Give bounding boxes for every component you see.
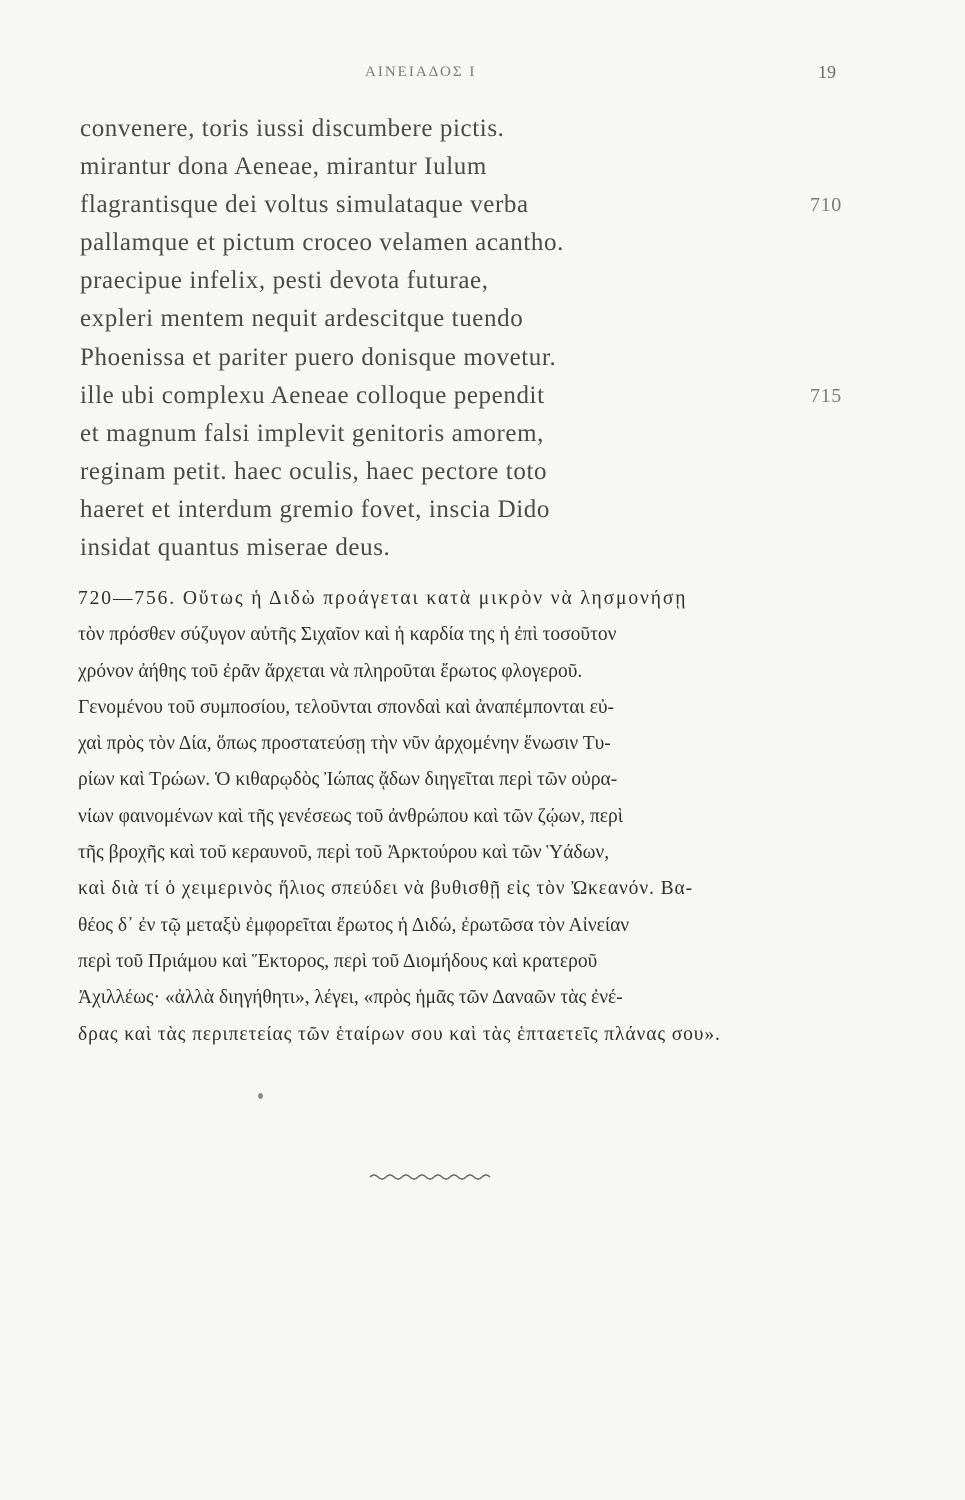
running-header (0, 64, 965, 88)
commentary-line: χαὶ πρὸς τὸν Δία, ὅπως προστατεύσῃ τὴν νῦν ἀρχομένην ἕνωσιν Τυ- (78, 733, 611, 755)
commentary-line: περὶ τοῦ Πριάμου καὶ Ἕκτορος, περὶ τοῦ Διομήδους καὶ κρατεροῦ (78, 950, 598, 972)
commentary-line: Ἀχιλλέως· «ἀλλὰ διηγήθητι», λέγει, «πρὸς ἡμᾶς τῶν Δαναῶν τὰς ἐνέ- (78, 987, 623, 1009)
commentary-line: καὶ διὰ τί ὁ χειμερινὸς ἥλιος σπεύδει νὰ βυθισθῇ εἰς τὸν Ὠκεανόν. Βα- (78, 878, 694, 900)
verse-text: mirantur dona Aeneae, mirantur Iulum (80, 153, 487, 181)
verse-text: ille ubi complexu Aeneae colloque pependit (80, 381, 545, 409)
page-number: 19 (818, 62, 836, 82)
verse-line (80, 453, 880, 491)
verse-text: convenere, toris iussi discumbere pictis. (80, 115, 505, 142)
verse-line (80, 339, 880, 377)
verse-text: flagrantisque dei voltus simulataque verba (80, 191, 529, 219)
commentary-line: θέος δ᾽ ἐν τῷ μεταξὺ ἐμφορεῖται ἔρωτος ἡ Διδώ, ἐρωτῶσα τὸν Αἰνείαν (78, 914, 630, 936)
verse-line (80, 148, 880, 186)
verse-line (80, 529, 880, 567)
commentary-line: χρόνον ἀήθης τοῦ ἐρᾶν ἄρχεται νὰ πληροῦται ἔρωτος φλογεροῦ. (78, 660, 583, 682)
verse-text: et magnum falsi implevit genitoris amorem, (80, 419, 544, 447)
verse-text: insidat quantus miserae deus. (80, 534, 391, 562)
line-number: 715 (810, 384, 842, 407)
verse-line (80, 186, 880, 224)
commentary-line: δρας καὶ τὰς περιπετείας τῶν ἑταίρων σου καὶ τὰς ἑπταετεῖς πλάνας σου». (78, 1023, 721, 1045)
verse-text: pallamque et pictum croceo velamen acantho. (80, 229, 564, 257)
verse-text: reginam petit. haec oculis, haec pectore toto (80, 457, 548, 485)
latin-verse-block (80, 110, 880, 567)
ink-speck (258, 1093, 263, 1099)
commentary-line: 720—756. Οὕτως ἡ Διδὼ προάγεται κατὰ μικρὸν νὰ λησμονήσῃ (78, 588, 688, 609)
verse-line (80, 224, 880, 262)
verse-line (80, 300, 880, 338)
commentary-line: νίων φαινομένων καὶ τῆς γενέσεως τοῦ ἀνθρώπου καὶ τῶν ζῴων, περὶ (78, 805, 623, 827)
verse-line (80, 110, 880, 148)
commentary-line: ρίων καὶ Τρώων. Ὁ κιθαρῳδὸς Ἰώπας ᾄδων διηγεῖται περὶ τῶν οὐρα- (78, 769, 618, 791)
verse-text: haeret et interdum gremio fovet, inscia Dido (80, 495, 551, 523)
verse-line (80, 491, 880, 529)
verse-line (80, 262, 880, 300)
verse-line (80, 377, 880, 415)
wavy-ornament-divider (368, 1170, 493, 1184)
line-number: 710 (810, 194, 842, 217)
verse-line (80, 415, 880, 453)
commentary-line: τῆς βροχῆς καὶ τοῦ κεραυνοῦ, περὶ τοῦ Ἀρκτούρου καὶ τῶν Ὑάδων, (78, 842, 610, 864)
verse-text: praecipue infelix, pesti devota futurae, (80, 267, 489, 295)
commentary-line: τὸν πρόσθεν σύζυγον αὐτῆς Σιχαῖον καὶ ἡ καρδία της ἡ ἐπὶ τοσοῦτον (78, 624, 617, 646)
verse-text: Phoenissa et pariter puero donisque movetur. (80, 343, 557, 371)
running-title: ΑΙΝΕΙΑΔΟΣ Ι (365, 64, 477, 80)
commentary-line: Γενομένου τοῦ συμποσίου, τελοῦνται σπονδαὶ καὶ ἀναπέμπονται εὐ- (78, 696, 614, 718)
verse-text: expleri mentem nequit ardescitque tuendo (80, 305, 524, 333)
greek-commentary-block (78, 581, 873, 1053)
